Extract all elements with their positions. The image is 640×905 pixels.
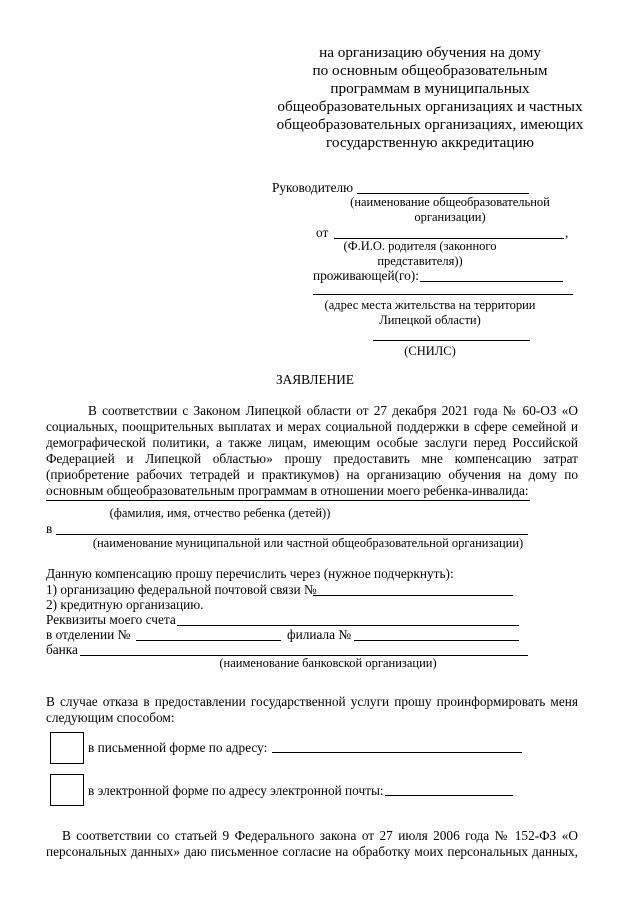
written-form-checkbox[interactable] bbox=[50, 732, 84, 764]
email-form-label: в электронной форме по адресу электронной почты: bbox=[88, 783, 384, 798]
bank-label: банка bbox=[46, 642, 78, 657]
child-name-field[interactable] bbox=[46, 500, 530, 501]
header-line: общеобразовательных организациях, имеющих bbox=[276, 116, 584, 133]
org-caption-line: организации) bbox=[414, 210, 486, 224]
postal-address-field[interactable] bbox=[272, 752, 522, 753]
paragraph-line: (приобретение рабочих тетрадей и практикумов) на организацию обучения на дому по bbox=[46, 467, 578, 482]
email-address-field[interactable] bbox=[385, 795, 513, 796]
account-label: Реквизиты моего счета bbox=[46, 612, 176, 627]
org-caption bbox=[330, 195, 570, 225]
email-form-checkbox[interactable] bbox=[50, 774, 84, 806]
form-header bbox=[270, 44, 590, 152]
in-label: в bbox=[46, 521, 53, 536]
snils-caption: (СНИЛС) bbox=[404, 344, 456, 358]
header-line: государственную аккредитацию bbox=[326, 134, 534, 151]
paragraph-line: демографической политики, а также лицам, имеющим особые заслуги перед Российской bbox=[46, 435, 578, 450]
header-line: общеобразовательных организациях и частных bbox=[277, 98, 583, 115]
school-field[interactable] bbox=[56, 534, 528, 535]
document-title: ЗАЯВЛЕНИЕ bbox=[276, 372, 354, 387]
address-caption-line: Липецкой области) bbox=[379, 313, 481, 327]
paragraph-line: Федерацией и Липецкой областью» прошу предоставить мне компенсацию затрат bbox=[46, 451, 578, 466]
option-credit[interactable]: 2) кредитную организацию. bbox=[46, 597, 204, 612]
to-label: Руководителю bbox=[272, 180, 354, 195]
main-paragraph bbox=[46, 403, 578, 499]
snils-field[interactable] bbox=[373, 340, 530, 341]
bank-caption: (наименование банковской организации) bbox=[219, 656, 437, 670]
option-post[interactable]: 1) организацию федеральной почтовой связи № bbox=[46, 582, 317, 597]
child-caption: (фамилия, имя, отчество ребенка (детей)) bbox=[109, 506, 331, 520]
school-caption: (наименование муниципальной или частной общеобразовательной организации) bbox=[92, 536, 524, 550]
parent-caption bbox=[315, 239, 525, 269]
paragraph-line: социальных, поощрительных выплатах и мерах социальной поддержки в сфере семейной и bbox=[46, 419, 578, 434]
consent-paragraph bbox=[46, 828, 578, 860]
account-field[interactable] bbox=[177, 625, 519, 626]
parent-caption-line: представителя)) bbox=[377, 254, 463, 268]
branch-label: в отделении № bbox=[46, 627, 131, 642]
refusal-line: В случае отказа в предоставлении государственной услуги прошу проинформировать меня bbox=[46, 694, 578, 709]
filial-label: филиала № bbox=[287, 627, 352, 642]
comma: , bbox=[565, 225, 569, 240]
address-caption-line: (адрес места жительства на территории bbox=[324, 298, 536, 312]
refusal-line: следующим способом: bbox=[46, 710, 175, 725]
address-caption bbox=[305, 298, 555, 328]
address-field[interactable] bbox=[313, 294, 573, 295]
transfer-intro: Данную компенсацию прошу перечислить через (нужное подчеркнуть): bbox=[46, 566, 454, 581]
paragraph-line: В соответствии с Законом Липецкой области от 27 декабря 2021 года № 60-ОЗ «О bbox=[88, 403, 578, 418]
post-office-field[interactable] bbox=[313, 595, 513, 596]
residence-field[interactable] bbox=[420, 281, 563, 282]
header-line: по основным общеобразовательным bbox=[312, 62, 548, 79]
header-line: на организацию обучения на дому bbox=[319, 44, 541, 61]
filial-field[interactable] bbox=[354, 640, 519, 641]
branch-field[interactable] bbox=[136, 640, 281, 641]
refusal-paragraph bbox=[46, 694, 578, 726]
parent-caption-line: (Ф.И.О. родителя (законного bbox=[343, 239, 497, 253]
org-caption-line: (наименование общеобразовательной bbox=[350, 195, 550, 209]
from-label: от bbox=[316, 225, 329, 240]
consent-line: персональных данных» даю письменное согласие на обработку моих персональных данных, bbox=[46, 844, 578, 859]
head-name-field[interactable] bbox=[357, 193, 529, 194]
consent-line: В соответствии со статьей 9 Федерального закона от 27 июля 2006 года № 152-ФЗ «О bbox=[62, 828, 578, 843]
header-line: программам в муниципальных bbox=[330, 80, 530, 97]
paragraph-line: основным общеобразовательным программам в отношении моего ребенка-инвалида: bbox=[46, 483, 529, 498]
written-form-label: в письменной форме по адресу: bbox=[88, 740, 268, 755]
residing-label: проживающей(го): bbox=[313, 268, 419, 283]
